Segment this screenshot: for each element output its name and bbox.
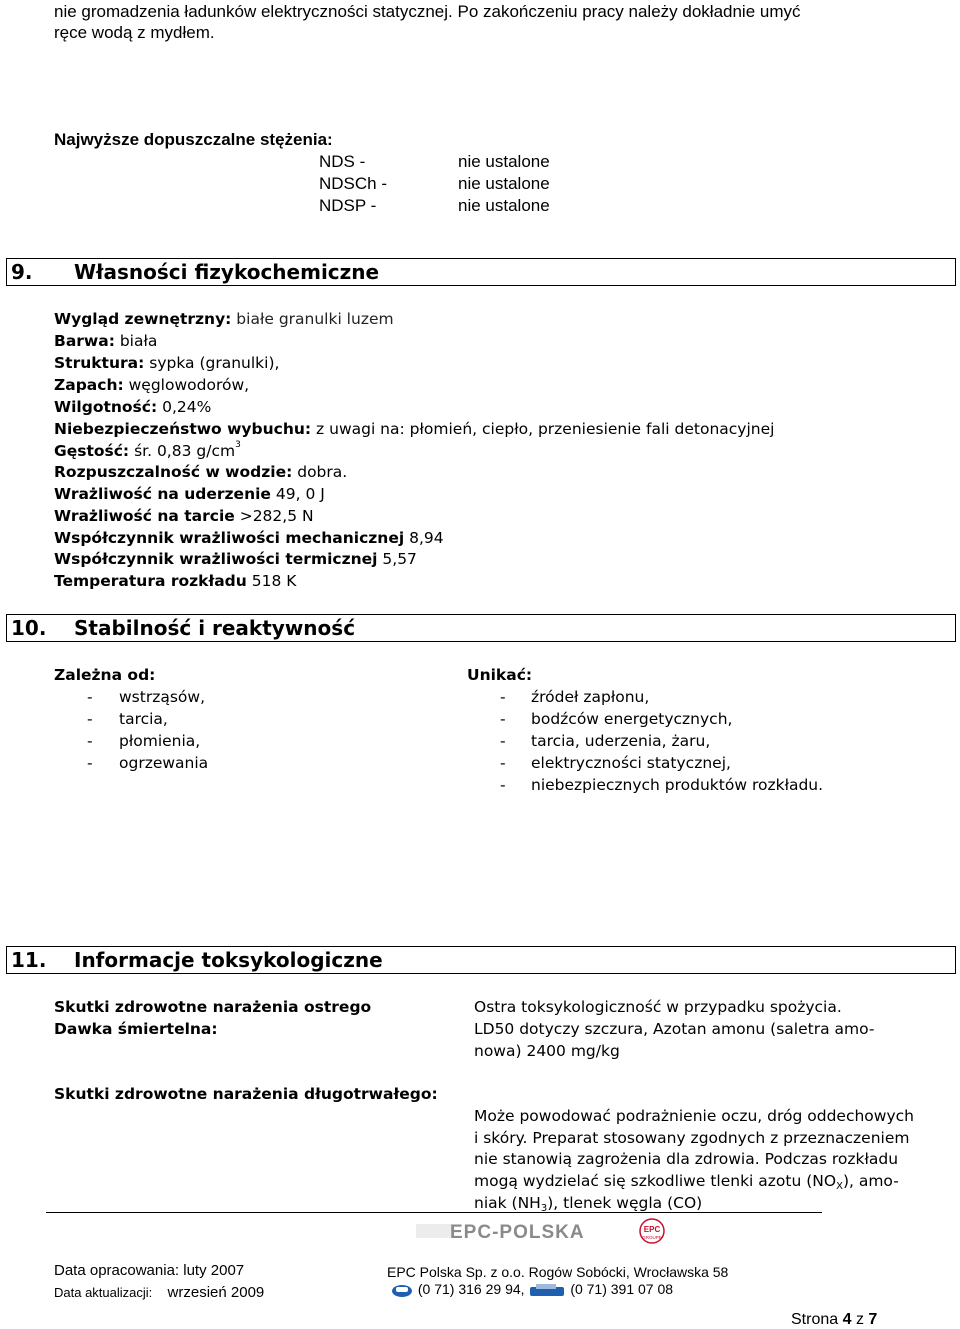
chronic-text-4: mogą wydzielać się szkodliwe tlenki azotu $(NO_X)$, amo- — [474, 1172, 899, 1192]
chronic-text-3: nie stanowią zagrożenia dla zdrowia. Podczas rozkładu — [474, 1150, 899, 1168]
prop-decomposition-temp: Temperatura rozkładu 518 K — [54, 572, 297, 590]
prop-density: Gęstość: śr. 0,83 $g/cm^3$ — [54, 440, 241, 460]
prop-explosion-hazard: Niebezpieczeństwo wybuchu: z uwagi na: płomień, ciepło, przeniesienie fali detonacyjnej — [54, 420, 775, 438]
logo-badge: EPC — [643, 1225, 661, 1234]
footer-rule — [46, 1212, 822, 1213]
limits-label-ndsp: NDSP - — [319, 196, 377, 215]
dash: - — [500, 776, 506, 794]
depends-item-1: wstrząsów, — [119, 688, 205, 706]
prop-mechanical-coefficient: Współczynnik wrażliwości mechanicznej 8,94 — [54, 529, 444, 547]
prop-structure: Struktura: sypka (granulki), — [54, 354, 280, 372]
phone-icon — [390, 1282, 414, 1298]
chronic-text-1: Może powodować podrażnienie oczu, dróg oddechowych — [474, 1107, 914, 1125]
prep-date-line: Data opracowania: luty 2007 — [54, 1262, 245, 1279]
depends-item-3: płomienia, — [119, 732, 201, 750]
logo-text: EPC-POLSKA — [450, 1222, 585, 1243]
depends-on-title: Zależna od: — [54, 666, 156, 684]
prop-friction-sensitivity: Wrażliwość na tarcie >282,5 N — [54, 507, 314, 525]
limits-title: Najwyższe dopuszczalne stężenia: — [54, 130, 333, 149]
limits-value-nds: nie ustalone — [458, 152, 550, 171]
dash: - — [500, 732, 506, 750]
prop-color: Barwa: biała — [54, 332, 158, 350]
section-11-header — [6, 946, 956, 974]
prop-solubility: Rozpuszczalność w wodzie: dobra. — [54, 463, 348, 481]
dash: - — [87, 754, 93, 772]
logo-graphic — [416, 1218, 676, 1244]
company-address: EPC Polska Sp. z o.o. Rogów Sobócki, Wrocławska 58 — [387, 1264, 729, 1280]
contact-line: (0 71) 316 29 94, (0 71) 391 07 08 — [390, 1281, 673, 1298]
avoid-item-2: bodźców energetycznych, — [531, 710, 733, 728]
chronic-label: Skutki zdrowotne narażenia długotrwałego: — [54, 1085, 438, 1103]
section-10-number: 10. — [11, 616, 47, 640]
prop-thermal-coefficient: Współczynnik wrażliwości termicznej 5,57 — [54, 550, 417, 568]
avoid-title: Unikać: — [467, 666, 533, 684]
intro-line-1: nie gromadzenia ładunków elektryczności statycznej. Po zakończeniu pracy należy dokładnie umyć — [54, 2, 801, 21]
avoid-item-1: źródeł zapłonu, — [531, 688, 650, 706]
prop-odor: Zapach: węglowodorów, — [54, 376, 250, 394]
depends-item-2: tarcia, — [119, 710, 168, 728]
intro-line-2: ręce wodą z mydłem. — [54, 23, 215, 42]
dash: - — [500, 710, 506, 728]
update-date-line: Data aktualizacji: wrzesień 2009 — [54, 1284, 265, 1301]
section-9-title: Własności fizykochemiczne — [74, 260, 380, 284]
dash: - — [87, 732, 93, 750]
avoid-item-5: niebezpiecznych produktów rozkładu. — [531, 776, 824, 794]
section-10-title: Stabilność i reaktywność — [74, 616, 356, 640]
limits-label-nds: NDS - — [319, 152, 366, 171]
section-9-number: 9. — [11, 260, 33, 284]
chronic-text-5: niak $(NH_3)$, tlenek węgla (CO) — [474, 1194, 703, 1214]
avoid-item-4: elektryczności statycznej, — [531, 754, 731, 772]
acute-text-1: Ostra toksykologiczność w przypadku spożycia. — [474, 998, 842, 1016]
lethal-dose-label: Dawka śmiertelna: — [54, 1020, 218, 1038]
limits-value-ndsp: nie ustalone — [458, 196, 550, 215]
page-number: Strona 4 z 7 — [791, 1311, 878, 1328]
section-10-header — [6, 614, 956, 642]
section-11-title: Informacje toksykologiczne — [74, 948, 383, 972]
chronic-text-2: i skóry. Preparat stosowany zgodnych z przeznaczeniem — [474, 1129, 910, 1147]
section-9-header — [6, 258, 956, 286]
avoid-item-3: tarcia, uderzenia, żaru, — [531, 732, 711, 750]
acute-text-2: LD50 dotyczy szczura, Azotan amonu (saletra amo- — [474, 1020, 875, 1038]
dash: - — [87, 688, 93, 706]
acute-label: Skutki zdrowotne narażenia ostrego — [54, 998, 372, 1016]
dash: - — [87, 710, 93, 728]
fax-icon — [528, 1282, 566, 1298]
company-logo — [416, 1218, 676, 1244]
prop-moisture: Wilgotność: 0,24% — [54, 398, 212, 416]
limits-label-ndsch: NDSCh - — [319, 174, 388, 193]
dash: - — [500, 754, 506, 772]
prop-appearance: Wygląd zewnętrzny: białe granulki luzem — [54, 310, 394, 328]
prop-impact-sensitivity: Wrażliwość na uderzenie 49, 0 J — [54, 485, 325, 503]
acute-text-3: nowa) 2400 mg/kg — [474, 1042, 620, 1060]
logo-badge-sub: GROUPE — [642, 1235, 662, 1240]
dash: - — [500, 688, 506, 706]
section-11-number: 11. — [11, 948, 47, 972]
depends-item-4: ogrzewania — [119, 754, 209, 772]
limits-value-ndsch: nie ustalone — [458, 174, 550, 193]
